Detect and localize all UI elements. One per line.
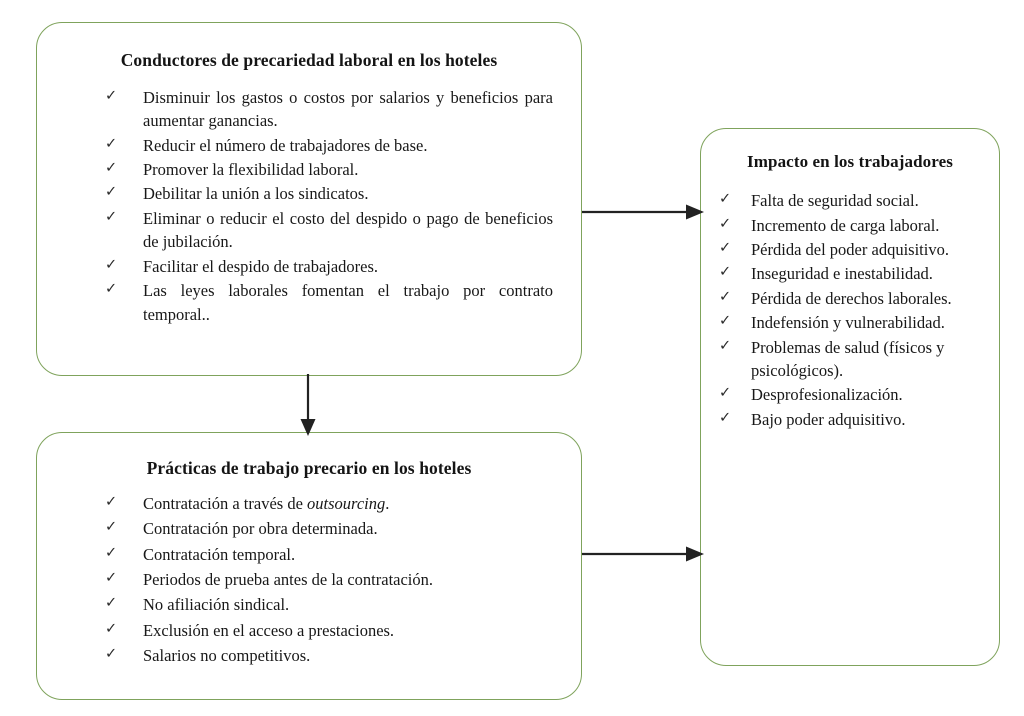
list-item [105, 568, 553, 591]
list-item-text: Disminuir los gastos o costos por salarios y beneficios para aumentar ganancias. [143, 87, 553, 131]
list-item-text: Bajo poder adquisitivo. [751, 409, 906, 429]
list-item-text: Indefensión y vulnerabilidad. [751, 313, 945, 333]
emphasis-text: outsourcing [307, 493, 386, 513]
list-item [105, 255, 553, 278]
box-drivers-title: Conductores de precariedad laboral en los hoteles [120, 50, 498, 70]
check-icon: ✓ [719, 385, 732, 402]
list-item [105, 644, 553, 667]
check-icon: ✓ [105, 544, 118, 561]
list-item-text: Falta de seguridad social. [751, 191, 919, 211]
list-item-text: Desprofesionalización. [751, 385, 903, 405]
list-item-text: Debilitar la unión a los sindicatos. [143, 184, 369, 204]
list-item [105, 158, 553, 181]
check-icon: ✓ [719, 288, 732, 305]
box-drivers [36, 22, 582, 376]
check-icon: ✓ [105, 620, 118, 637]
check-icon: ✓ [719, 409, 732, 426]
list-item-text: Incremento de carga laboral. [751, 215, 940, 235]
check-icon: ✓ [105, 256, 118, 273]
practices-list [105, 492, 553, 668]
arrow-practices-to-impact [582, 538, 704, 570]
check-icon: ✓ [105, 135, 118, 152]
arrow-drivers-to-practices [292, 374, 324, 436]
list-item-text: Promover la flexibilidad laboral. [143, 160, 359, 180]
list-item [105, 619, 553, 642]
list-item-text: Periodos de prueba antes de la contratación. [143, 570, 434, 590]
list-item-text: Las leyes laborales fomentan el trabajo por contrato temporal.. [143, 281, 553, 324]
check-icon: ✓ [719, 313, 732, 330]
list-item-text: No afiliación sindical. [143, 595, 290, 615]
list-item [105, 86, 553, 133]
check-icon: ✓ [105, 184, 118, 201]
check-icon: ✓ [105, 570, 118, 587]
list-item [719, 311, 985, 334]
drivers-list [105, 86, 553, 326]
list-item [105, 492, 553, 515]
check-icon: ✓ [719, 215, 732, 232]
list-item [719, 238, 985, 261]
list-item [719, 383, 985, 406]
list-item [105, 182, 553, 205]
check-icon: ✓ [719, 337, 732, 354]
list-item-text: Pérdida del poder adquisitivo. [751, 239, 949, 259]
list-item-text: Reducir el número de trabajadores de base. [143, 135, 428, 155]
list-item-text: Problemas de salud (físicos y psicológicos). [751, 337, 945, 381]
list-item-text: Salarios no competitivos. [143, 646, 311, 666]
box-practices [36, 432, 582, 700]
box-practices-title: Prácticas de trabajo precario en los hoteles [146, 458, 472, 478]
list-item-text: Exclusión en el acceso a prestaciones. [143, 620, 395, 640]
list-item-text: Pérdida de derechos laborales. [751, 288, 952, 308]
list-item-text: Contratación temporal. [143, 544, 296, 564]
check-icon: ✓ [105, 281, 118, 298]
check-icon: ✓ [105, 595, 118, 612]
list-item [719, 287, 985, 310]
check-icon: ✓ [719, 264, 732, 281]
list-item [105, 207, 553, 254]
list-item-text: Eliminar o reducir el costo del despido o pago de beneficios de jubilación. [143, 208, 553, 252]
check-icon: ✓ [105, 208, 118, 225]
list-item [105, 543, 553, 566]
list-item [719, 336, 985, 383]
check-icon: ✓ [105, 87, 118, 104]
check-icon: ✓ [105, 646, 118, 663]
list-item-text: Facilitar el despido de trabajadores. [143, 256, 379, 276]
list-item [105, 593, 553, 616]
check-icon: ✓ [719, 239, 732, 256]
list-item-text: Contratación a través de outsourcing. [143, 493, 390, 513]
box-impact-title: Impacto en los trabajadores [747, 152, 953, 171]
list-item [105, 279, 553, 326]
check-icon: ✓ [105, 519, 118, 536]
list-item [105, 517, 553, 540]
list-item [719, 214, 985, 237]
list-item [719, 262, 985, 285]
list-item-text: Inseguridad e inestabilidad. [751, 264, 933, 284]
impact-list [719, 189, 985, 431]
list-item [719, 408, 985, 431]
check-icon: ✓ [719, 191, 732, 208]
list-item [105, 134, 553, 157]
check-icon: ✓ [105, 493, 118, 510]
check-icon: ✓ [105, 160, 118, 177]
list-item-text: Contratación por obra determinada. [143, 519, 378, 539]
arrow-drivers-to-impact [582, 196, 704, 228]
box-impact [700, 128, 1000, 666]
list-item [719, 189, 985, 212]
